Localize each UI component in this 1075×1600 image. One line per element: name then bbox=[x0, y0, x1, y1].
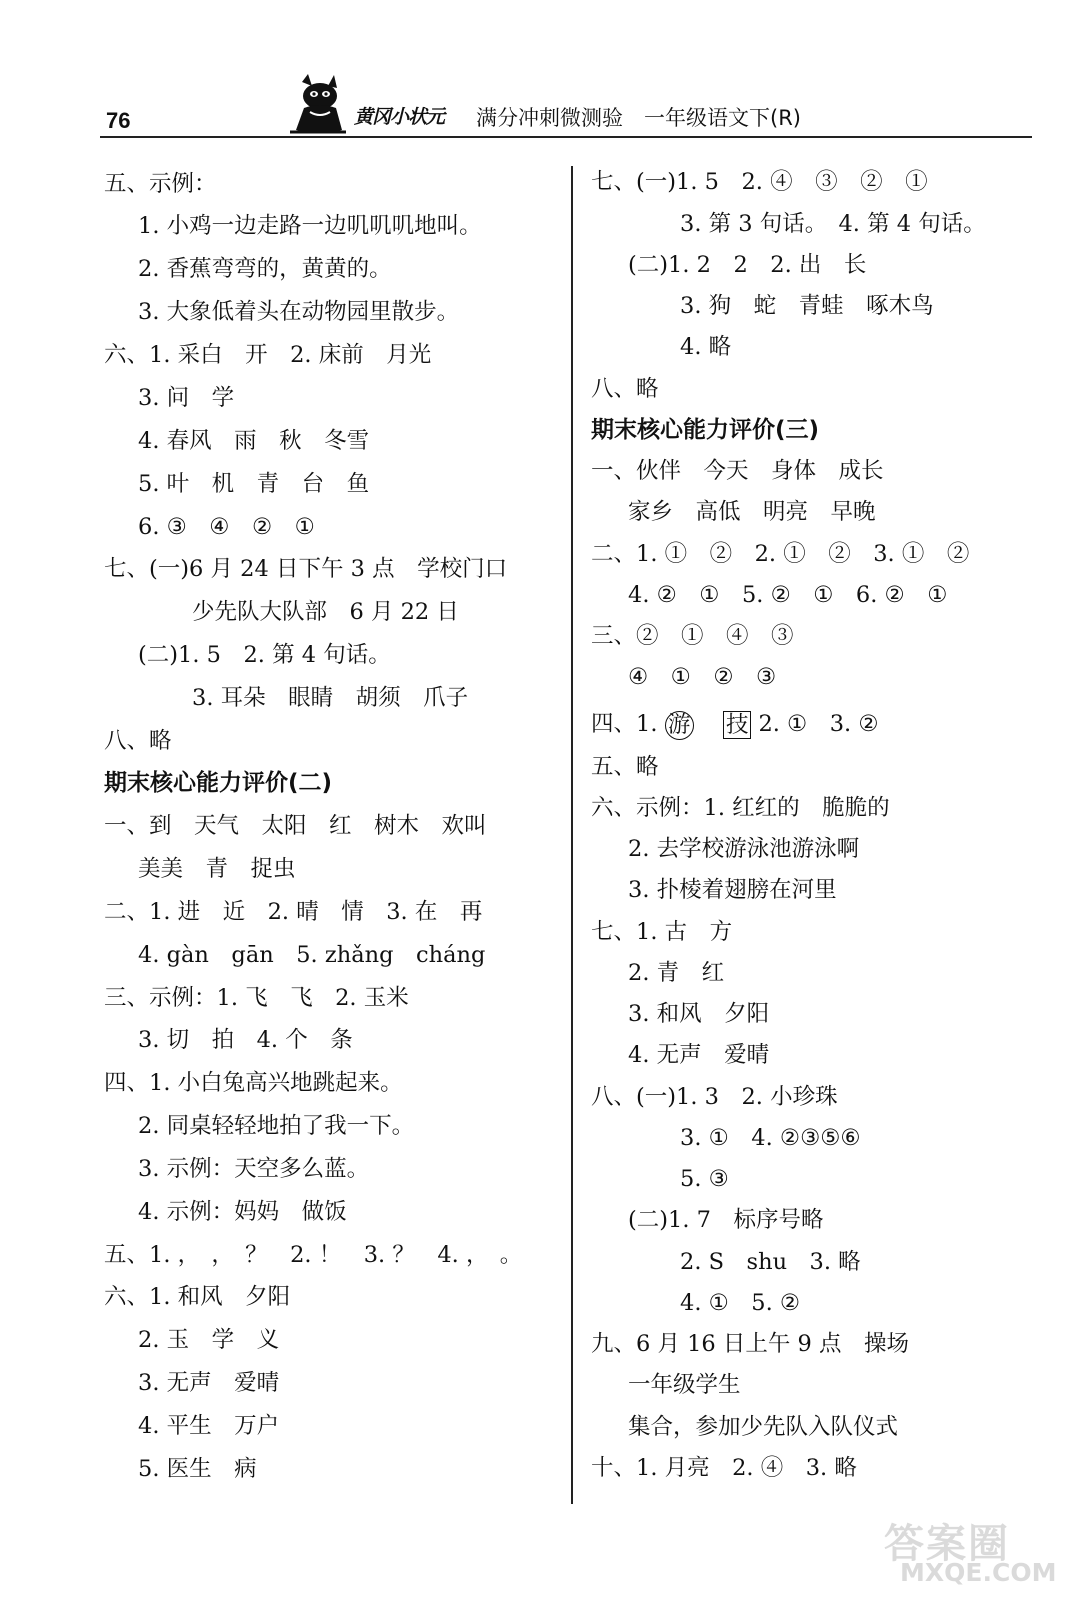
answer-line: 八、略 bbox=[591, 376, 659, 402]
answer-line: 5. 叶 机 青 台 鱼 bbox=[138, 471, 370, 497]
brand-logo-text: 黄冈小状元 bbox=[354, 106, 445, 128]
answer-line: 家乡 高低 明亮 早晚 bbox=[628, 499, 876, 525]
page-number: 76 bbox=[106, 108, 131, 133]
answer-line: 七、(一)1. 5 2. ④ ③ ② ① bbox=[591, 169, 928, 195]
section-heading: 期末核心能力评价(二) bbox=[104, 770, 333, 796]
answer-line: 一、伙伴 今天 身体 成长 bbox=[591, 458, 884, 484]
answer-line: 二、1. 进 近 2. 晴 情 3. 在 再 bbox=[104, 899, 483, 925]
answer-line: 2. 去学校游泳池游泳啊 bbox=[628, 836, 860, 862]
answer-line: 4. 略 bbox=[680, 334, 732, 360]
boxed-character: 技 bbox=[723, 711, 751, 739]
answer-line: 4. ② ① 5. ② ① 6. ② ① bbox=[628, 582, 948, 608]
page-header bbox=[100, 72, 1032, 138]
answer-line: 2. 同桌轻轻地拍了我一下。 bbox=[138, 1113, 415, 1139]
cartoon-animal-mascot-icon bbox=[288, 72, 348, 136]
watermark-url: MXQE.COM bbox=[900, 1558, 1057, 1587]
answer-line: 一年级学生 bbox=[628, 1372, 741, 1398]
answer-line: 六、1. 采白 开 2. 床前 月光 bbox=[104, 342, 432, 368]
answer-line: 5. ③ bbox=[680, 1166, 729, 1192]
answer-line: 3. 狗 蛇 青蛙 啄木鸟 bbox=[680, 293, 934, 319]
watermark bbox=[880, 1512, 1060, 1594]
answer-line: 四、1. 小白兔高兴地跳起来。 bbox=[104, 1070, 403, 1096]
answer-line: 2. 玉 学 义 bbox=[138, 1327, 280, 1353]
answer-line: 3. ① 4. ②③⑤⑥ bbox=[680, 1125, 861, 1151]
answer-line: 4. ① 5. ② bbox=[680, 1290, 801, 1316]
answer-line: 4. 春风 雨 秋 冬雪 bbox=[138, 428, 370, 454]
answer-line: 2. S shu 3. 略 bbox=[680, 1249, 861, 1275]
watermark-logo-text: 答案圈 bbox=[884, 1521, 1010, 1567]
header-rule bbox=[100, 136, 1032, 138]
answer-line: 4. 无声 爱晴 bbox=[628, 1042, 770, 1068]
answer-line: 3. 大象低着头在动物园里散步。 bbox=[138, 299, 460, 325]
answer-line: 3. 问 学 bbox=[138, 385, 235, 411]
answer-line: ④ ① ② ③ bbox=[628, 664, 777, 690]
answer-line: 1. 小鸡一边走路一边叽叽叽地叫。 bbox=[138, 213, 482, 239]
answer-line: 十、1. 月亮 2. ④ 3. 略 bbox=[591, 1455, 857, 1481]
answer-prefix: 四、1. bbox=[591, 711, 658, 737]
answer-line: 5. 医生 病 bbox=[138, 1456, 257, 1482]
answer-line: 6. ③ ④ ② ① bbox=[138, 514, 315, 540]
answer-line: 4. gàn gān 5. zhǎng cháng bbox=[138, 942, 486, 968]
answer-line: 3. 示例：天空多么蓝。 bbox=[138, 1156, 370, 1182]
answer-line: 九、6 月 16 日上午 9 点 操场 bbox=[591, 1331, 910, 1357]
answer-line: 五、示例： bbox=[104, 171, 217, 197]
answer-tail: 2. ① 3. ② bbox=[758, 711, 879, 737]
answer-line: 2. 青 红 bbox=[628, 960, 725, 986]
answer-line: 八、(一)1. 3 2. 小珍珠 bbox=[591, 1084, 838, 1110]
answer-line: (二)1. 2 2 2. 出 长 bbox=[628, 252, 867, 278]
answer-line: 六、示例：1. 红红的 脆脆的 bbox=[591, 795, 890, 821]
answer-line: 五、略 bbox=[591, 754, 659, 780]
answer-line: 3. 第 3 句话。 4. 第 4 句话。 bbox=[680, 211, 986, 237]
answer-line: 4. 示例：妈妈 做饭 bbox=[138, 1199, 347, 1225]
header-title: 满分冲刺微测验 一年级语文下(R) bbox=[476, 106, 801, 130]
circled-character: 游 bbox=[665, 711, 694, 740]
answer-line: 集合，参加少先队入队仪式 bbox=[628, 1414, 899, 1440]
answer-line: 2. 香蕉弯弯的，黄黄的。 bbox=[138, 256, 392, 282]
answer-line: (二)1. 7 标序号略 bbox=[628, 1207, 824, 1233]
answer-line: 五、1. ， ， ？ 2. ！ 3. ？ 4. ， 。 bbox=[104, 1242, 523, 1268]
answer-line-special bbox=[591, 708, 879, 740]
answer-line: 一、到 天气 太阳 红 树木 欢叫 bbox=[104, 813, 487, 839]
answer-line: 七、1. 古 方 bbox=[591, 919, 733, 945]
answer-line: (二)1. 5 2. 第 4 句话。 bbox=[138, 642, 391, 668]
answer-line: 三、② ① ④ ③ bbox=[591, 623, 794, 649]
answer-line: 美美 青 捉虫 bbox=[138, 856, 296, 882]
answer-line: 3. 扑棱着翅膀在河里 bbox=[628, 877, 837, 903]
answer-line: 三、示例：1. 飞 飞 2. 玉米 bbox=[104, 985, 409, 1011]
answer-line: 3. 切 拍 4. 个 条 bbox=[138, 1027, 353, 1053]
answer-line: 六、1. 和风 夕阳 bbox=[104, 1284, 291, 1310]
answer-line: 二、1. ① ② 2. ① ② 3. ① ② bbox=[591, 541, 970, 567]
section-heading: 期末核心能力评价(三) bbox=[591, 417, 820, 443]
answer-line: 七、(一)6 月 24 日下午 3 点 学校门口 bbox=[104, 556, 508, 582]
answer-line: 3. 和风 夕阳 bbox=[628, 1001, 770, 1027]
column-divider bbox=[571, 166, 573, 1504]
answer-line: 少先队大队部 6 月 22 日 bbox=[192, 599, 459, 625]
answer-line: 八、略 bbox=[104, 728, 172, 754]
answer-line: 4. 平生 万户 bbox=[138, 1413, 280, 1439]
answer-line: 3. 耳朵 眼睛 胡须 爪子 bbox=[192, 685, 469, 711]
answer-line: 3. 无声 爱晴 bbox=[138, 1370, 280, 1396]
